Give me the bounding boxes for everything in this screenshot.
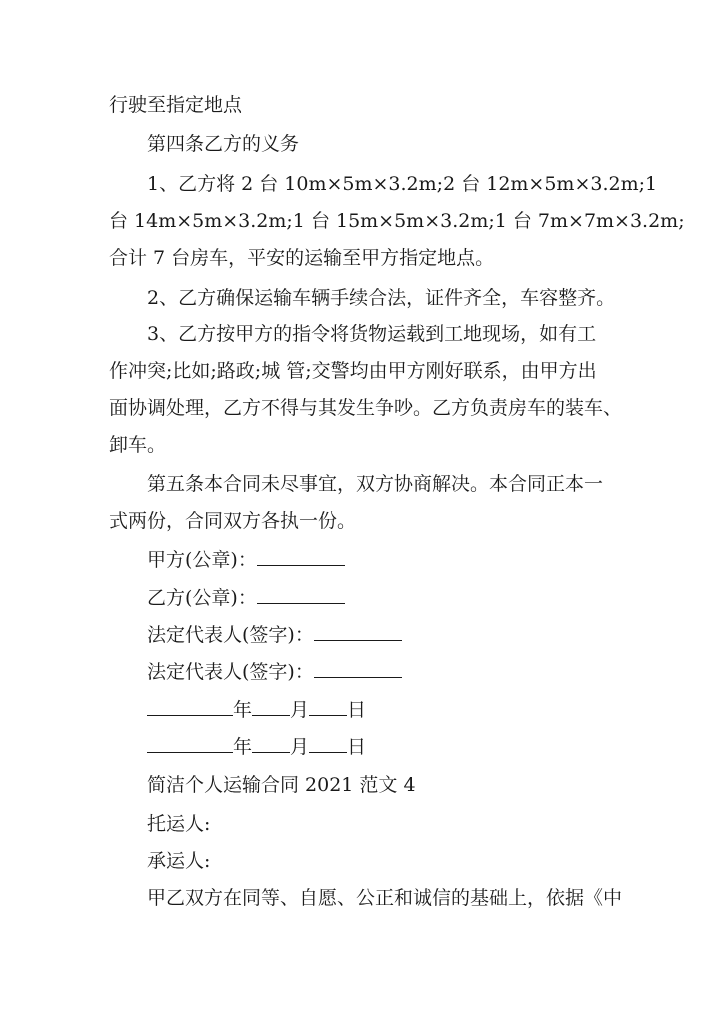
- party-a-blank[interactable]: [257, 549, 345, 566]
- text-line-5: 合计 7 台房车，平安的运输至甲方指定地点。: [109, 247, 495, 269]
- legal-rep-2-signature: [147, 660, 402, 684]
- legal-rep-1-signature: [147, 623, 402, 647]
- legal-rep-2-label: 法定代表人(签字)：: [147, 661, 314, 683]
- text-line-3: 1、乙方将 2 台 10m×5m×3.2m;2 台 12m×5m×3.2m;1: [147, 173, 658, 195]
- date-1-year-blank[interactable]: [147, 699, 233, 716]
- text-line-8: 作冲突;比如;路政;城 管;交警均由甲方刚好联系，由甲方出: [109, 360, 597, 382]
- party-a-label: 甲方(公章)：: [147, 549, 257, 571]
- text-line-7: 3、乙方按甲方的指令将货物运载到工地现场，如有工: [147, 323, 597, 345]
- article-5-line-2: 式两份，合同双方各执一份。: [109, 510, 357, 532]
- legal-rep-1-label: 法定代表人(签字)：: [147, 624, 314, 646]
- date-1-year-label: 年: [233, 699, 253, 721]
- party-b-signature: [147, 586, 345, 610]
- party-a-signature: [147, 548, 345, 572]
- legal-rep-2-blank[interactable]: [314, 661, 402, 678]
- article-5-line-1: 第五条本合同未尽事宜，双方协商解决。本合同正本一: [147, 473, 604, 495]
- date-2-month-label: 月: [290, 736, 310, 758]
- text-line-10: 卸车。: [109, 434, 167, 456]
- text-line-4: 台 14m×5m×3.2m;1 台 15m×5m×3.2m;1 台 7m×7m×3.2m;: [109, 210, 685, 232]
- date-2-month-blank[interactable]: [252, 736, 290, 753]
- date-2-year-blank[interactable]: [147, 736, 233, 753]
- legal-rep-1-blank[interactable]: [314, 624, 402, 641]
- date-2-year-label: 年: [233, 736, 253, 758]
- section-title: 简洁个人运输合同 2021 范文 4: [147, 774, 416, 796]
- date-2-day-blank[interactable]: [309, 736, 347, 753]
- text-line-9: 面协调处理，乙方不得与其发生争吵。乙方负责房车的装车、: [109, 397, 623, 419]
- date-1-day-blank[interactable]: [309, 699, 347, 716]
- date-line-1: [147, 698, 366, 722]
- text-line-1: 行驶至指定地点: [109, 94, 243, 116]
- text-line-6: 2、乙方确保运输车辆手续合法，证件齐全，车容整齐。: [147, 287, 616, 309]
- article-4-heading: 第四条乙方的义务: [147, 133, 300, 155]
- party-b-blank[interactable]: [257, 587, 345, 604]
- carrier-label: 承运人:: [147, 850, 211, 872]
- party-b-label: 乙方(公章)：: [147, 587, 257, 609]
- date-line-2: [147, 735, 366, 759]
- shipper-label: 托运人:: [147, 813, 211, 835]
- intro-text: 甲乙双方在同等、自愿、公正和诚信的基础上，依据《中: [147, 887, 623, 909]
- date-1-day-label: 日: [347, 699, 367, 721]
- date-1-month-label: 月: [290, 699, 310, 721]
- date-2-day-label: 日: [347, 736, 367, 758]
- date-1-month-blank[interactable]: [252, 699, 290, 716]
